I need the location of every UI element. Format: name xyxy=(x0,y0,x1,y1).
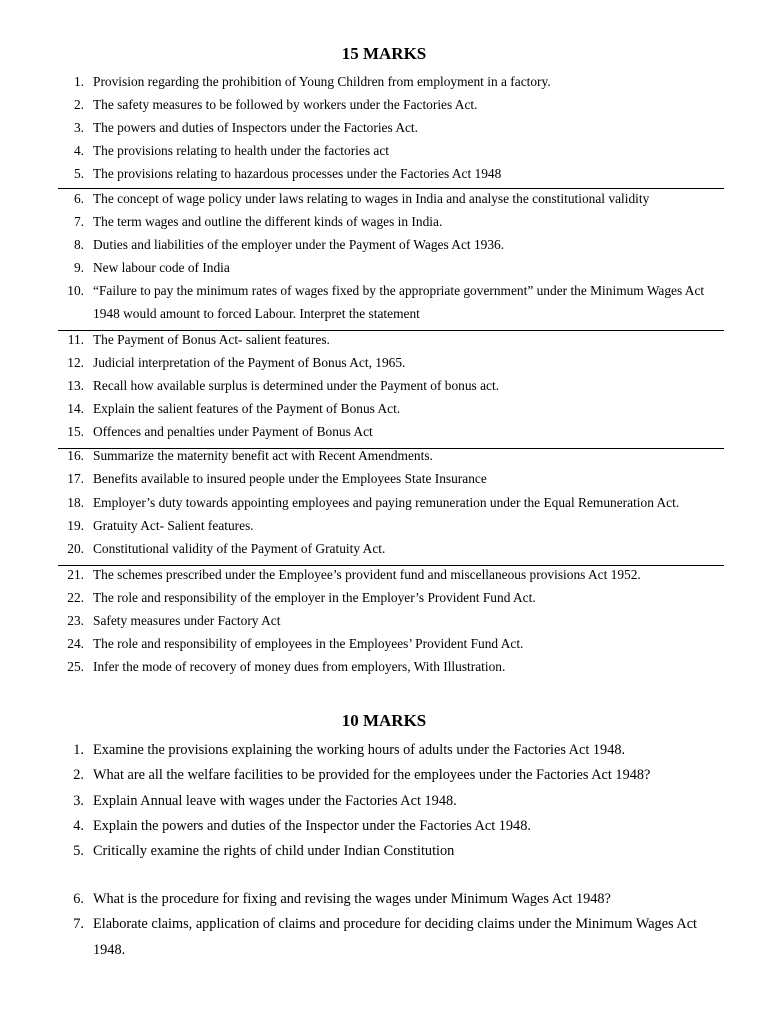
item-number: 5. xyxy=(73,166,84,181)
item-text: Offences and penalties under Payment of Bonus Act xyxy=(93,424,373,439)
item-text: The term wages and outline the different kinds of wages in India. xyxy=(93,214,443,229)
item-number: 21. xyxy=(67,567,84,582)
item-text: Benefits available to insured people under the Employees State Insurance xyxy=(93,471,487,486)
item-text: Gratuity Act- Salient features. xyxy=(93,518,254,533)
item-number: 25. xyxy=(67,659,84,674)
item-number: 10. xyxy=(67,283,84,298)
item-text: Employer’s duty towards appointing employees and paying remuneration under the Equal Remuneration Act. xyxy=(93,495,680,510)
item-text: The schemes prescribed under the Employee’s provident fund and miscellaneous provisions Act 1952. xyxy=(93,567,641,582)
item-number: 4. xyxy=(73,143,84,158)
item-number: 19. xyxy=(67,518,84,533)
item-number: 16. xyxy=(67,448,84,463)
item-text: “Failure to pay the minimum rates of wages fixed by the appropriate government” under the Minimum Wages Act 1948 would amount to forced Labour. Interpret the statement xyxy=(93,283,705,321)
item-number: 1. xyxy=(73,74,84,89)
item-text: Safety measures under Factory Act xyxy=(93,613,281,628)
item-text: Elaborate claims, application of claims and procedure for deciding claims under the Minimum Wages Act 1948. xyxy=(93,916,698,958)
item-text: The provisions relating to hazardous processes under the Factories Act 1948 xyxy=(93,166,502,181)
item-number: 22. xyxy=(67,590,84,605)
item-text: Explain the salient features of the Payment of Bonus Act. xyxy=(93,401,401,416)
item-number: 8. xyxy=(73,237,84,252)
item-number: 1. xyxy=(73,742,84,758)
item-text: Examine the provisions explaining the working hours of adults under the Factories Act 1948. xyxy=(93,742,626,758)
item-number: 14. xyxy=(67,401,84,416)
item-number: 24. xyxy=(67,636,84,651)
item-number: 9. xyxy=(73,260,84,275)
item-text: Explain Annual leave with wages under the Factories Act 1948. xyxy=(93,793,457,809)
item-text: Judicial interpretation of the Payment of Bonus Act, 1965. xyxy=(93,355,406,370)
item-text: Duties and liabilities of the employer under the Payment of Wages Act 1936. xyxy=(93,237,505,252)
item-number: 2. xyxy=(73,767,84,783)
item-text: What is the procedure for fixing and revising the wages under Minimum Wages Act 1948? xyxy=(93,891,611,907)
item-text: Infer the mode of recovery of money dues from employers, With Illustration. xyxy=(93,659,506,674)
item-text: The Payment of Bonus Act- salient features. xyxy=(93,332,330,347)
item-text: The provisions relating to health under the factories act xyxy=(93,143,389,158)
item-number: 15. xyxy=(67,424,84,439)
section-heading-10-marks: 10 MARKS xyxy=(341,711,427,730)
item-text: The role and responsibility of the employer in the Employer’s Provident Fund Act. xyxy=(93,590,536,605)
item-number: 3. xyxy=(73,793,84,809)
item-text: Provision regarding the prohibition of Young Children from employment in a factory. xyxy=(93,74,551,89)
item-text: The role and responsibility of employees in the Employees’ Provident Fund Act. xyxy=(93,636,524,651)
item-text: The concept of wage policy under laws relating to wages in India and analyse the constitutional validity xyxy=(93,191,650,206)
item-text: New labour code of India xyxy=(93,260,230,275)
item-number: 5. xyxy=(73,843,84,859)
item-number: 6. xyxy=(73,891,84,907)
item-text: Critically examine the rights of child under Indian Constitution xyxy=(93,843,455,859)
item-text: Recall how available surplus is determined under the Payment of bonus act. xyxy=(93,378,500,393)
item-number: 2. xyxy=(73,97,84,112)
item-text: Constitutional validity of the Payment of Gratuity Act. xyxy=(93,541,386,556)
item-number: 23. xyxy=(67,613,84,628)
item-number: 6. xyxy=(73,191,84,206)
section-heading-15-marks: 15 MARKS xyxy=(341,44,427,63)
item-number: 18. xyxy=(67,495,84,510)
item-text: The safety measures to be followed by workers under the Factories Act. xyxy=(93,97,478,112)
item-number: 3. xyxy=(73,120,84,135)
item-text: The powers and duties of Inspectors under the Factories Act. xyxy=(93,120,419,135)
item-number: 20. xyxy=(67,541,84,556)
item-number: 13. xyxy=(67,378,84,393)
item-text: What are all the welfare facilities to be provided for the employees under the Factories Act 1948? xyxy=(93,767,651,783)
item-number: 4. xyxy=(73,818,84,834)
item-number: 11. xyxy=(67,332,84,347)
item-number: 17. xyxy=(67,471,84,486)
item-text: Summarize the maternity benefit act with Recent Amendments. xyxy=(93,448,433,463)
item-number: 7. xyxy=(73,214,84,229)
item-number: 7. xyxy=(73,916,84,932)
item-text: Explain the powers and duties of the Inspector under the Factories Act 1948. xyxy=(93,818,531,834)
item-number: 12. xyxy=(67,355,84,370)
